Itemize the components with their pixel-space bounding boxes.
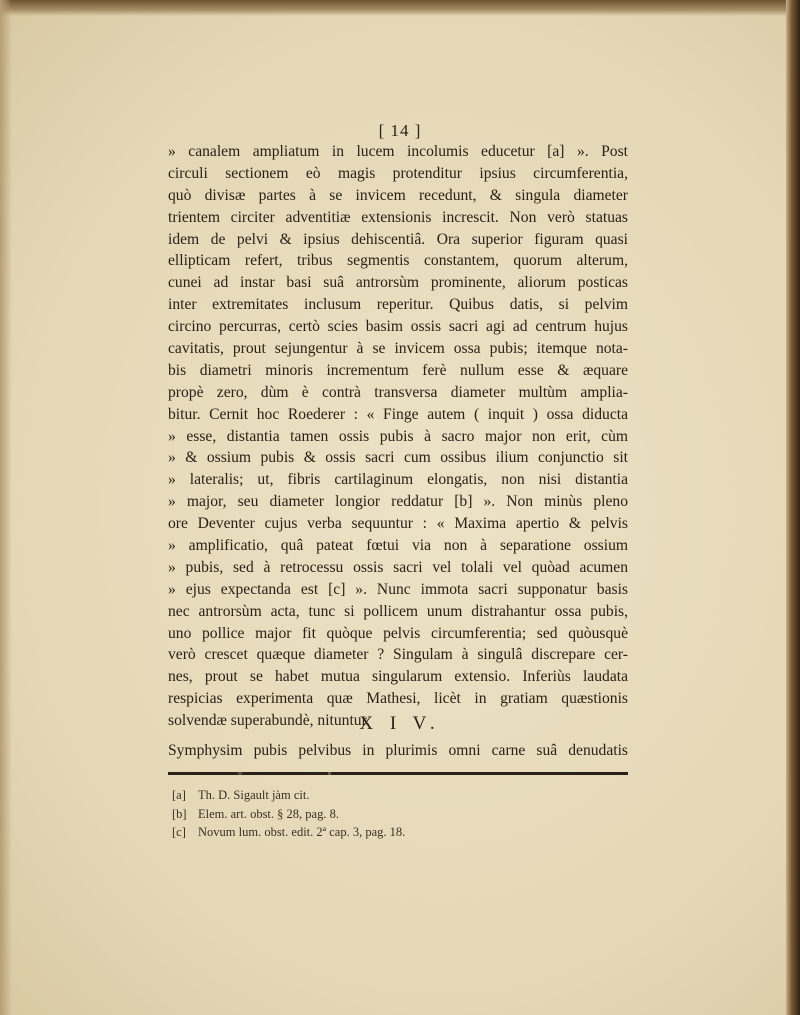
text-line: circuli sectionem eò magis protenditur ipsius circumferentia, (168, 164, 628, 182)
text-line: nec antrorsùm acta, tunc si pollicem unum distrahantur ossa pubis, (168, 602, 628, 620)
text-line: inter extremitates inclusum reperitur. Quibus datis, si pelvim (168, 296, 628, 314)
text-line: cavitatis, prout sejungentur à se invicem ossa pubis; itemque nota- (168, 340, 628, 358)
text-line: circino percurras, certò scies basim ossis sacri agi ad centrum hujus (168, 318, 628, 336)
text-line: uno pollice major fit quòque pelvis circumferentia; sed quòusquè (168, 624, 628, 642)
text-line: » amplificatio, quâ pateat fœtui via non à separatione ossium (168, 537, 628, 555)
section-caption: Symphysim pubis pelvibus in plurimis omni carne suâ denudatis (168, 742, 628, 759)
page-number: [ 14 ] (378, 121, 422, 140)
text-line: » pubis, sed à retrocessu ossis sacri vel tolali vel quòad acumen (168, 558, 628, 576)
text-line: » canalem ampliatum in lucem incolumis educetur [a] ». Post (168, 143, 628, 160)
book-spine-edge (786, 0, 800, 1015)
footnote-divider-rule (168, 772, 628, 775)
text-line: ellipticam refert, tribus segmentis constantem, quorum alterum, (168, 252, 628, 270)
footnote (172, 823, 572, 842)
text-line: bis diametri minoris incrementum ferè nullum esse & æquare (168, 361, 628, 379)
text-line: quò divisæ partes à se invicem recedunt, & singula diameter (168, 186, 628, 204)
text-line: » ejus expectanda est [c] ». Nunc immota sacri supponatur basis (168, 580, 628, 598)
body-text (168, 141, 628, 732)
page-left-edge (0, 0, 12, 1015)
footnote-text: Elem. art. obst. § 28, pag. 8. (198, 806, 339, 821)
text-line: » esse, distantia tamen ossis pubis à sacro major non erit, cùm (168, 427, 628, 445)
footnote-text: Novum lum. obst. edit. 2ª cap. 3, pag. 18. (198, 825, 406, 839)
footnote-mark: [c] (172, 825, 186, 839)
text-line: ore Deventer cujus verba sequuntur : « Maxima apertio & pelvis (168, 515, 628, 533)
text-line: » & ossium pubis & ossis sacri cum ossibus ilium conjunctio sit (168, 449, 628, 467)
footnote-text: Th. D. Sigault jàm cit. (198, 788, 310, 802)
text-line: solvendæ superabundè, nituntur. (168, 712, 370, 730)
footnote-mark: [a] (172, 788, 186, 802)
footnote-mark: [b] (172, 806, 187, 821)
text-line: nes, prout se habet mutua singularum extensio. Inferiùs laudata (168, 668, 628, 686)
text-line: propè zero, dùm è contrà transversa diameter multùm amplia- (168, 383, 628, 401)
section-heading: X I V. (359, 713, 441, 734)
text-line: trientem circiter adventitiæ extensionis increscit. Non verò statuas (168, 208, 628, 226)
footnotes (172, 786, 572, 842)
footnote (172, 786, 572, 805)
text-line: idem de pelvi & ipsius dehiscentiâ. Ora superior figuram quasi (168, 230, 628, 248)
text-line: cunei ad instar basi suâ antrorsùm prominente, aliorum posticas (168, 274, 628, 292)
text-line: » lateralis; ut, fibris cartilaginum elongatis, non nisi distantia (168, 471, 628, 489)
text-line: respicias experimenta quæ Mathesi, licèt in gratiam quæstionis (168, 690, 628, 708)
footnote (172, 805, 572, 824)
text-line: » major, seu diameter longior reddatur [b] ». Non minùs pleno (168, 493, 628, 511)
text-line: bitur. Cernit hoc Roederer : « Finge autem ( inquit ) ossa diducta (168, 405, 628, 423)
page-top-edge (0, 0, 800, 16)
text-line: verò crescet quæque diameter ? Singulam à singulâ discrepare cer- (168, 646, 628, 664)
